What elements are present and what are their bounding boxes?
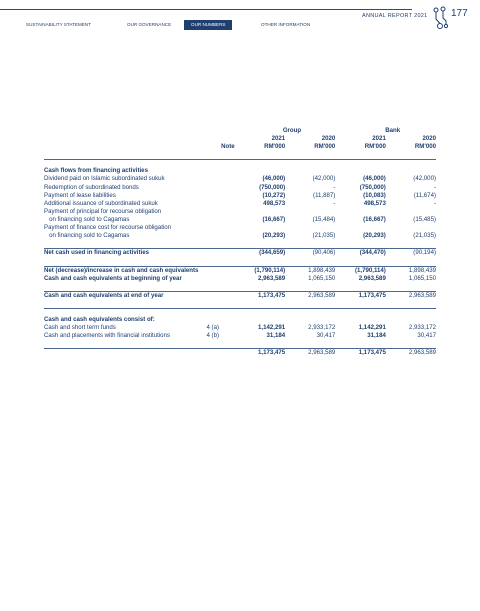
row-label: on financing sold to Cagamas [44,232,130,240]
row-value: (16,667) [262,215,286,223]
unit-header: RM'000 [364,143,386,151]
table-row [44,332,436,340]
row-value [386,224,436,232]
row-value: (10,083) [363,191,386,199]
row-value: 2,933,172 [308,324,336,332]
circuit-decoration-icon [432,6,450,30]
row-value [285,224,335,232]
unit-header: RM'000 [414,143,436,151]
row-value [335,208,386,216]
section-title: Cash and cash equivalents consist of: [44,315,155,323]
total-row: 1,173,475 2,963,589 1,173,475 2,963,589 [44,349,436,358]
table-row [44,232,436,240]
row-value: (15,485) [413,215,436,223]
row-note [198,224,234,232]
row-note [198,192,234,200]
unit-header: RM'000 [264,143,286,151]
row-value: (10,272) [262,191,286,199]
row-label: Cash and placements with financial institutions [44,332,171,340]
row-value: 30,417 [316,332,336,340]
report-label: ANNUAL REPORT 2021 [362,13,428,19]
row-value: - [333,199,336,207]
row-label: Payment of finance cost for recourse obligation [44,224,172,232]
year-header: 2020 [422,135,436,143]
year-header: 2020 [321,135,336,143]
year-header-row [44,135,436,143]
table-row [44,192,436,200]
row-value: (21,035) [413,232,436,240]
row-label: Payment of lease liabilities [44,191,116,199]
note-header: Note [221,143,235,151]
table-row: Cash and cash equivalents at end of year 1,173,475 2,963,589 1,173,475 2,963,589 [44,291,436,299]
tab-our-governance[interactable]: OUR GOVERNANCE [127,22,172,27]
table-row [44,324,436,332]
row-value: (750,000) [259,183,286,191]
row-value [235,208,286,216]
table-row [44,200,436,208]
row-value [386,208,436,216]
year-header: 2021 [271,135,286,143]
row-value: 2,933,172 [408,324,436,332]
row-value: (46,000) [363,175,386,183]
row-value: (15,484) [312,215,336,223]
row-note: 4 (a) [206,324,219,332]
row-value: (16,667) [363,215,386,223]
unit-header: RM'000 [314,143,336,151]
row-value: 30,417 [417,332,436,340]
row-label: Cash and short term funds [44,324,116,332]
row-value: (42,000) [413,175,436,183]
table-row [44,184,436,192]
section-title: Cash flows from financing activities [44,167,148,175]
row-note [198,184,234,192]
row-value: 1,142,291 [258,324,286,332]
bank-header: Bank [385,127,401,134]
year-header: 2021 [372,135,386,143]
table-row: Net cash used in financing activities (344,659) (90,406) (344,470) (90,194) [44,249,436,257]
table-row [44,175,436,183]
row-note [198,200,234,208]
row-value [285,208,335,216]
row-value: (21,035) [312,232,336,240]
tab-other-information[interactable]: OTHER INFORMATION [261,22,311,27]
unit-header-row [44,143,436,151]
page-number: 177 [451,8,468,19]
row-label: Redemption of subordinated bonds [44,183,139,191]
row-value: 1,142,291 [358,324,386,332]
cash-flow-table [44,127,436,357]
row-value: (20,293) [262,232,286,240]
column-group-row [44,127,436,135]
row-value: - [433,183,436,191]
row-value: 31,184 [266,332,286,340]
row-value [335,224,386,232]
table-row [44,208,436,216]
row-value: - [333,183,336,191]
header-rule [0,9,412,10]
row-note [198,208,234,216]
row-label: Payment of principal for recourse obligation [44,207,162,215]
row-note: 4 (b) [206,332,219,340]
row-value [235,224,286,232]
row-note [198,232,234,240]
row-value: (11,674) [413,191,436,199]
row-value: (750,000) [359,183,386,191]
tab-our-numbers[interactable]: OUR NUMBERS [184,20,232,30]
table-row [44,216,436,224]
row-value: (42,000) [312,175,336,183]
table-row: Cash and cash equivalents at beginning of year 2,963,589 1,065,150 2,963,589 1,065,150 [44,274,436,282]
row-value: 31,184 [367,332,386,340]
row-label: Additional issuance of subordinated sukuk [44,199,158,207]
row-label: on financing sold to Cagamas [44,215,130,223]
row-value: (11,887) [313,191,336,199]
row-value: (20,293) [363,232,386,240]
row-note [198,216,234,224]
row-label: Dividend paid on Islamic subordinated sukuk [44,175,165,183]
row-note [198,175,234,183]
row-value: - [433,199,436,207]
row-value: (46,000) [262,175,286,183]
group-header: Group [282,127,302,134]
table-row [44,224,436,232]
tab-sustainability-statement[interactable]: SUSTAINABILITY STATEMENT [26,22,92,27]
row-value: 498,573 [363,199,386,207]
table-row: Net (decrease)/increase in cash and cash equivalents (1,790,114) 1,898,439 (1,790,114) 1,898,439 [44,266,436,274]
row-value: 498,573 [263,199,286,207]
